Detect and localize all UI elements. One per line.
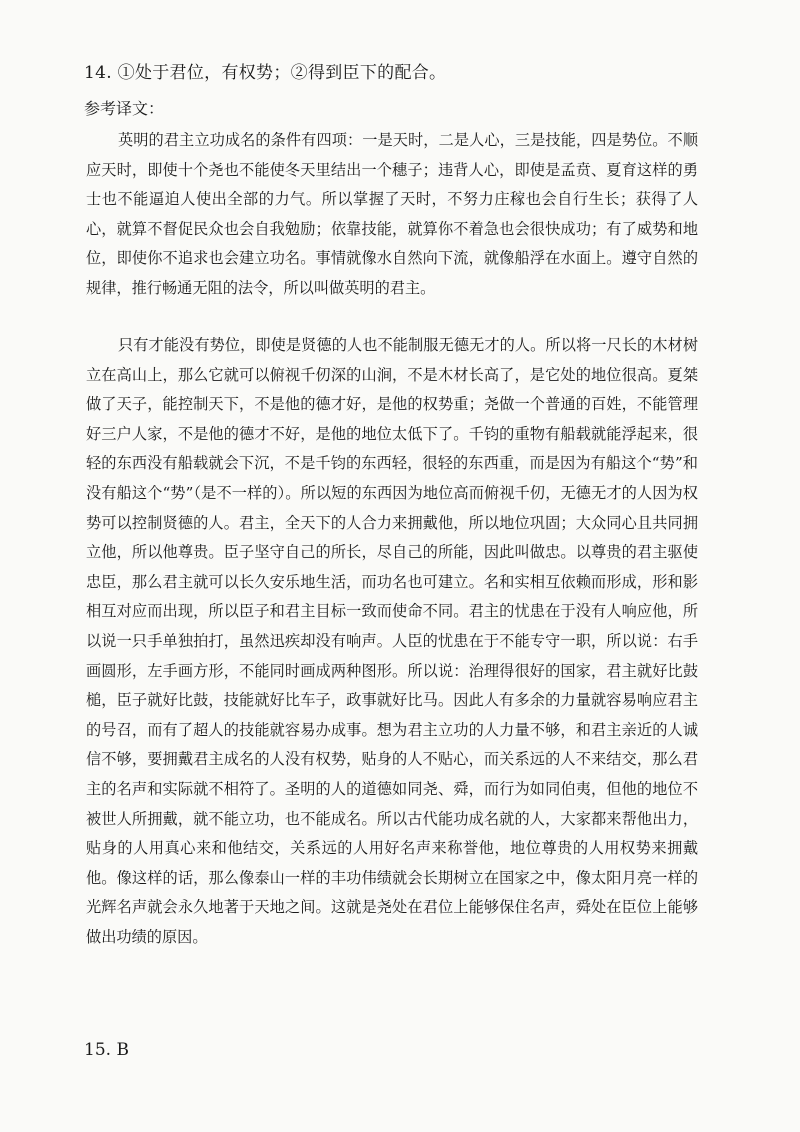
translation-paragraph-2: 只有才能没有势位，即使是贤德的人也不能制服无德无才的人。所以将一尺长的木材树立在高山上，那么它就可以俯视千仞深的山涧，不是木材长高了，是它处的地位很高。夏桀做了天子，能控制天下，不是他的德才好，是他的权势重；尧做一个普通的百姓，不能管理好三户人家，不是他的德才不好，是他的地位太低下了。千钧的重物有船载就能浮起来，很轻的东西没有船载就会下沉，不是千钧的东西轻，很轻的东西重，而是因为有船这个“势”和没有船这个“势”（是不一样的）。所以短的东西因为地位高而俯视千仞，无德无才的人因为权势可以控制贤德的人。君主，全天下的人合力来拥戴他，所以地位巩固；大众同心且共同拥立他，所以他尊贵。臣子坚守自己的所长，尽自己的所能，因此叫做忠。以尊贵的君主驱使忠臣，那么君主就可以长久安乐地生活，而功名也可建立。名和实相互依赖而形成，形和影相互对应而出现，所以臣子和君主目标一致而使命不同。君主的忧患在于没有人响应他，所以说一只手单独拍打，虽然迅疾却没有响声。人臣的忧患在于不能专守一职，所以说：右手画圆形，左手画方形，不能同时画成两种图形。所以说：治理得很好的国家，君主就好比鼓槌，臣子就好比鼓，技能就好比车子，政事就好比马。因此人有多余的力量就容易响应君主的号召，而有了超人的技能就容易办成事。想为君主立功的人力量不够，和君主亲近的人诚信不够，要拥戴君主成名的人没有权势，贴身的人不贴心，而关系远的人不来结交，那么君主的名声和实际就不相符了。圣明的人的道德如同尧、舜，而行为如同伯夷，但他的地位不被世人所拥戴，就不能立功，也不能成名。所以古代能功成名就的人，大家都来帮他出力，贴身的人用真心来和他结交，关系远的人用好名声来称誉他，地位尊贵的人用权势来拥戴他。像这样的话，那么像泰山一样的丰功伟绩就会长期树立在国家之中，像太阳月亮一样的光辉名声就会永久地著于天地之间。这就是尧处在君位上能够保住名声，舜处在臣位上能够做出功绩的原因。	[86, 336, 698, 946]
answer-14: 14. ①处于君位，有权势；②得到臣下的配合。	[84, 63, 447, 83]
translation-paragraph-1: 英明的君主立功成名的条件有四项：一是天时，二是人心，三是技能，四是势位。不顺应天时，即使十个尧也不能使冬天里结出一个穗子；违背人心，即使是孟贲、夏育这样的勇士也不能逼迫人使出全部的力气。所以掌握了天时，不努力庄稼也会自行生长；获得了人心，就算不督促民众也会自我勉励；依靠技能，就算你不着急也会很快成功；有了威势和地位，即使你不追求也会建立功名。事情就像水自然向下流，就像船浮在水面上。遵守自然的规律，推行畅通无阻的法令，所以叫做英明的君主。	[86, 131, 698, 297]
answer-15: 15. B	[84, 1040, 129, 1060]
translation-label: 参考译文：	[84, 99, 165, 118]
